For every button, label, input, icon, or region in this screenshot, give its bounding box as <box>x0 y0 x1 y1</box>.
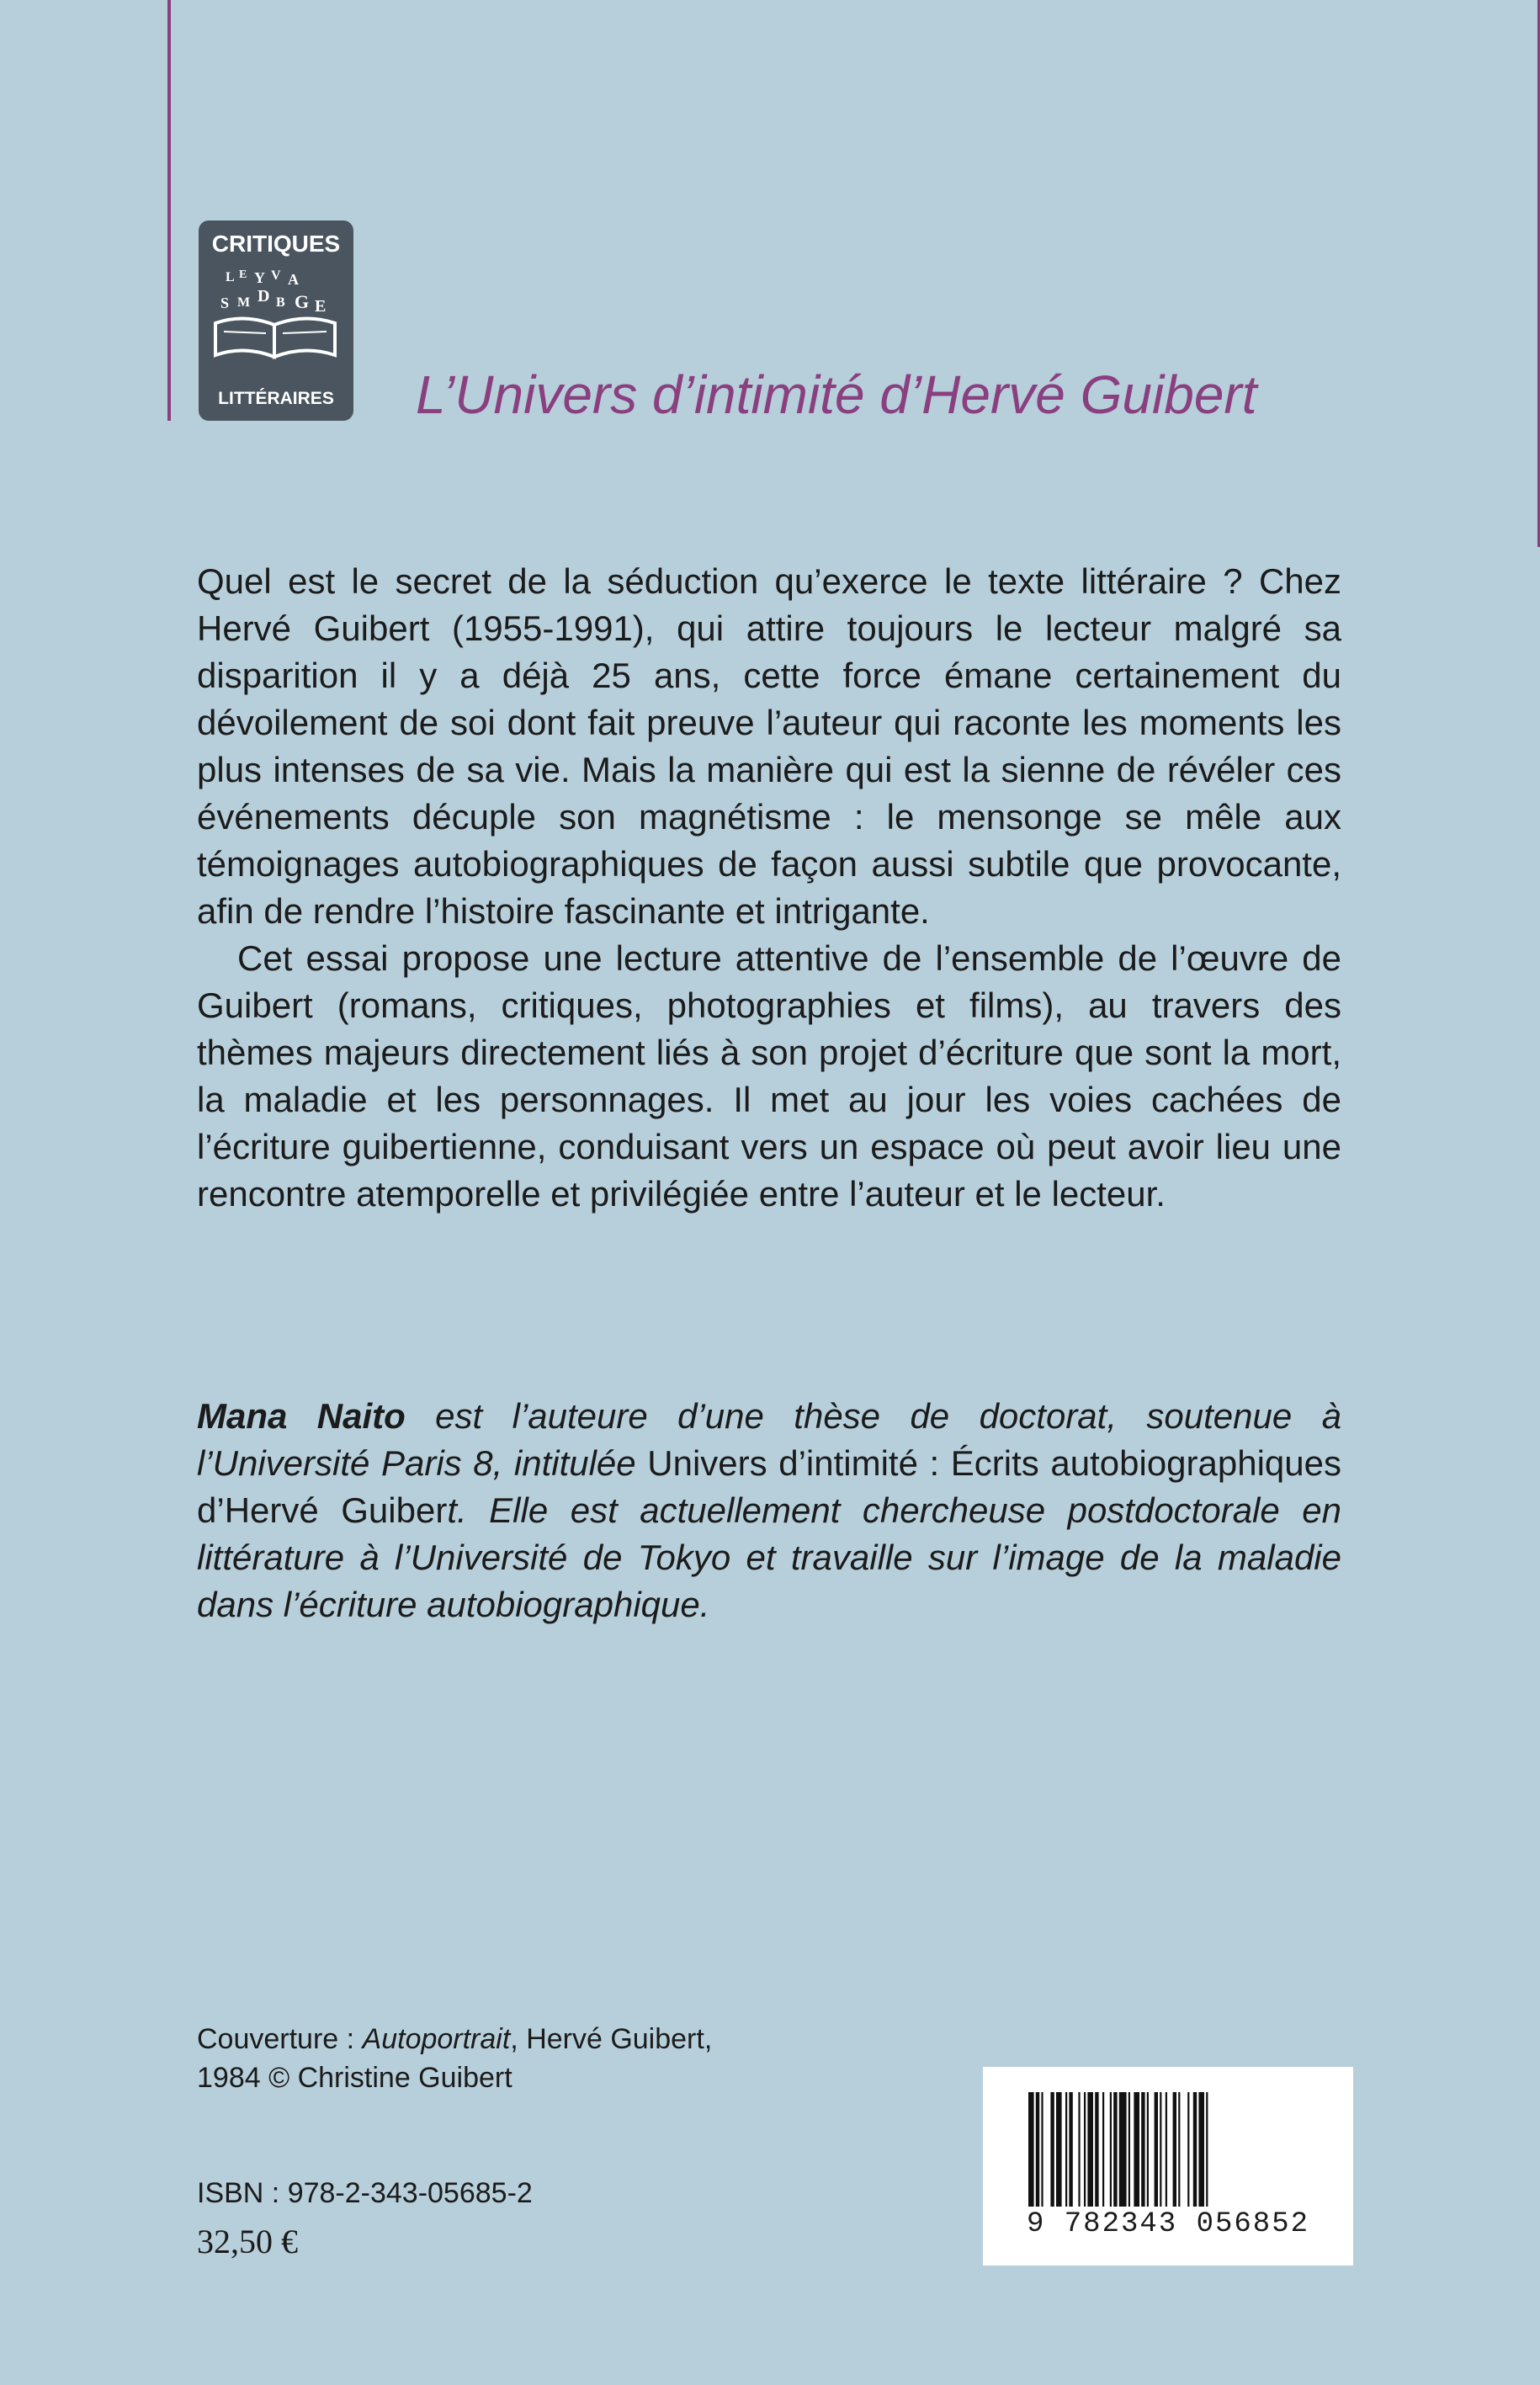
thesis-title: Univers d’intimité : Écrits autobiographiques d’Hervé Guiber <box>197 1443 1341 1530</box>
isbn: ISBN : 978-2-343-05685-2 <box>197 2177 533 2209</box>
svg-text:A: A <box>288 271 299 288</box>
open-book-icon <box>207 264 345 369</box>
svg-text:M: M <box>237 295 251 310</box>
svg-text:Y: Y <box>254 269 265 286</box>
logo-bottom-text: LITTÉRAIRES <box>218 389 334 408</box>
svg-text:E: E <box>239 268 247 281</box>
credit-suffix: , Hervé Guibert, <box>510 2023 713 2055</box>
credit-prefix: Couverture : <box>197 2023 363 2055</box>
svg-text:E: E <box>315 297 327 316</box>
left-accent-rule <box>167 0 171 421</box>
back-cover-blurb <box>197 558 1341 1218</box>
book-title: L’Univers d’intimité d’Hervé Guibert <box>416 364 1257 425</box>
svg-text:V: V <box>271 268 281 283</box>
svg-text:L: L <box>226 270 235 284</box>
svg-text:G: G <box>295 291 310 312</box>
bio-text-1: est l’auteure d’une thèse de doctorat, soutenue à l’Université Paris 8, intitulée <box>197 1396 1341 1483</box>
author-bio <box>197 1393 1341 1628</box>
author-name: Mana Naito <box>197 1396 406 1436</box>
bio-text-2: t. Elle est actuellement chercheuse postdoctorale en littérature à l’Université de Tokyo et travaille sur l’image de la maladie dans l’écriture autobiographique. <box>197 1490 1341 1624</box>
blurb-paragraph-1: Quel est le secret de la séduction qu’exerce le texte littéraire ? Chez Hervé Guibert (1955-1991), qui attire toujours le lecteur malgré sa disparition il y a déjà 25 ans, cette force émane certainement du dévoilement de soi dont fait preuve l’auteur qui raconte les moments les plus intenses de sa vie. Mais la manière qui est la sienne de révéler ces événements décuple son magnétisme : le mensonge se mêle aux témoignages autobiographiques de façon aussi subtile que provocante, afin de rendre l’histoire fascinante et intrigante. <box>197 561 1341 931</box>
barcode-digits: 9 782343 056852 <box>1026 2208 1310 2240</box>
cover-credit <box>197 2020 712 2097</box>
svg-text:B: B <box>276 295 285 310</box>
blurb-paragraph-2: Cet essai propose une lecture attentive de l’ensemble de l’œuvre de Guibert (romans, critiques, photographies et films), au travers des thèmes majeurs directement liés à son projet d’écriture que sont la mort, la maladie et les personnages. Il met au jour les voies cachées de l’écriture guibertienne, conduisant vers un espace où peut avoir lieu une rencontre atemporelle et privilégiée entre l’auteur et le lecteur. <box>197 938 1341 1214</box>
logo-top-text: CRITIQUES <box>211 231 341 257</box>
price: 32,50 € <box>197 2223 298 2260</box>
svg-text:D: D <box>258 287 270 305</box>
credit-work: Autoportrait <box>362 2023 511 2055</box>
barcode-bars <box>1025 2092 1311 2210</box>
collection-logo <box>199 220 353 421</box>
svg-text:S: S <box>220 295 230 311</box>
credit-line-2: 1984 © Christine Guibert <box>197 2062 512 2094</box>
barcode <box>983 2067 1353 2265</box>
